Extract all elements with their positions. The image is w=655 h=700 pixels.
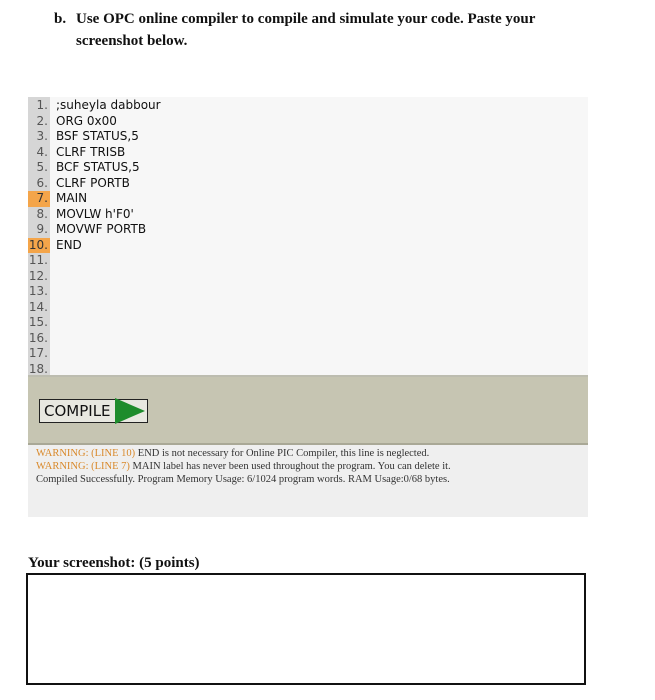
- line-number: 3.: [28, 129, 50, 145]
- line-number: 16.: [28, 330, 48, 345]
- answer-label: Your screenshot: (5 points): [28, 555, 200, 571]
- code-text: BSF STATUS,5: [56, 129, 139, 143]
- code-line: [28, 222, 161, 238]
- compiler-output: [28, 447, 596, 517]
- question-text: [54, 8, 614, 52]
- warning-line-2: [36, 460, 596, 473]
- warning-text-2: MAIN label has never been used throughout the program. You can delete it.: [129, 461, 451, 472]
- line-number: 12.: [28, 268, 48, 283]
- code-line: [28, 269, 161, 285]
- code-line: [28, 176, 161, 192]
- line-number: 14.: [28, 299, 48, 314]
- code-line: [28, 346, 161, 362]
- code-line: [28, 362, 161, 378]
- line-number: 10.: [28, 237, 48, 252]
- code-text: CLRF TRISB: [56, 144, 126, 159]
- code-line: [28, 315, 161, 331]
- code-editor[interactable]: [28, 97, 588, 377]
- answer-box[interactable]: [26, 573, 586, 685]
- code-line: [28, 160, 161, 176]
- code-line: [28, 114, 161, 130]
- compile-label: COMPILE: [44, 402, 111, 420]
- code-text: MOVLW h'F0': [56, 206, 134, 221]
- line-number: 18.: [28, 361, 48, 376]
- line-number: 6.: [28, 176, 50, 192]
- code-text: CLRF PORTB: [56, 175, 130, 190]
- code-text: MOVWF PORTB: [56, 222, 147, 236]
- warning-tag-2: WARNING: (LINE 7): [36, 461, 130, 472]
- code-text: ORG 0x00: [56, 113, 117, 128]
- code-text: ;suheyla dabbour: [56, 98, 161, 112]
- line-number: 11.: [28, 253, 48, 267]
- line-number: 5.: [28, 160, 50, 176]
- code-text: END: [56, 237, 82, 252]
- code-line: [28, 331, 161, 347]
- code-line: [28, 191, 161, 207]
- line-number: 17.: [28, 346, 48, 360]
- code-line: [28, 253, 161, 269]
- code-line: [28, 207, 161, 223]
- code-line: [28, 129, 161, 145]
- question-number: b.: [54, 11, 67, 27]
- line-number: 4.: [28, 145, 50, 161]
- question-line-1: Use OPC online compiler to compile and simulate your code. Paste your: [76, 11, 536, 27]
- play-icon: [115, 398, 145, 424]
- code-line: [28, 300, 161, 316]
- warning-line-1: [36, 447, 596, 460]
- line-number: 2.: [28, 114, 50, 130]
- question-line-2: screenshot below.: [76, 33, 188, 49]
- warning-tag-1: WARNING: (LINE 10): [36, 448, 136, 459]
- code-lines: [28, 98, 161, 377]
- warning-text-1: END is not necessary for Online PIC Compiler, this line is neglected.: [135, 448, 430, 459]
- compile-button[interactable]: [39, 399, 148, 423]
- code-line: [28, 284, 161, 300]
- line-number: 8.: [28, 207, 50, 223]
- code-line: [28, 238, 161, 254]
- code-line: [28, 145, 161, 161]
- opc-compiler-panel: [28, 97, 588, 517]
- line-number: 7.: [28, 191, 50, 207]
- line-number: 1.: [28, 98, 50, 114]
- success-line: Compiled Successfully. Program Memory Usage: 6/1024 program words. RAM Usage:0/68 bytes.: [36, 474, 450, 485]
- code-text: MAIN: [56, 191, 88, 205]
- code-text: BCF STATUS,5: [56, 160, 140, 174]
- line-number: 15.: [28, 315, 48, 329]
- line-number: 9.: [28, 222, 50, 238]
- compile-toolbar: [28, 377, 588, 445]
- line-number: 13.: [28, 284, 48, 298]
- code-line: [28, 98, 161, 114]
